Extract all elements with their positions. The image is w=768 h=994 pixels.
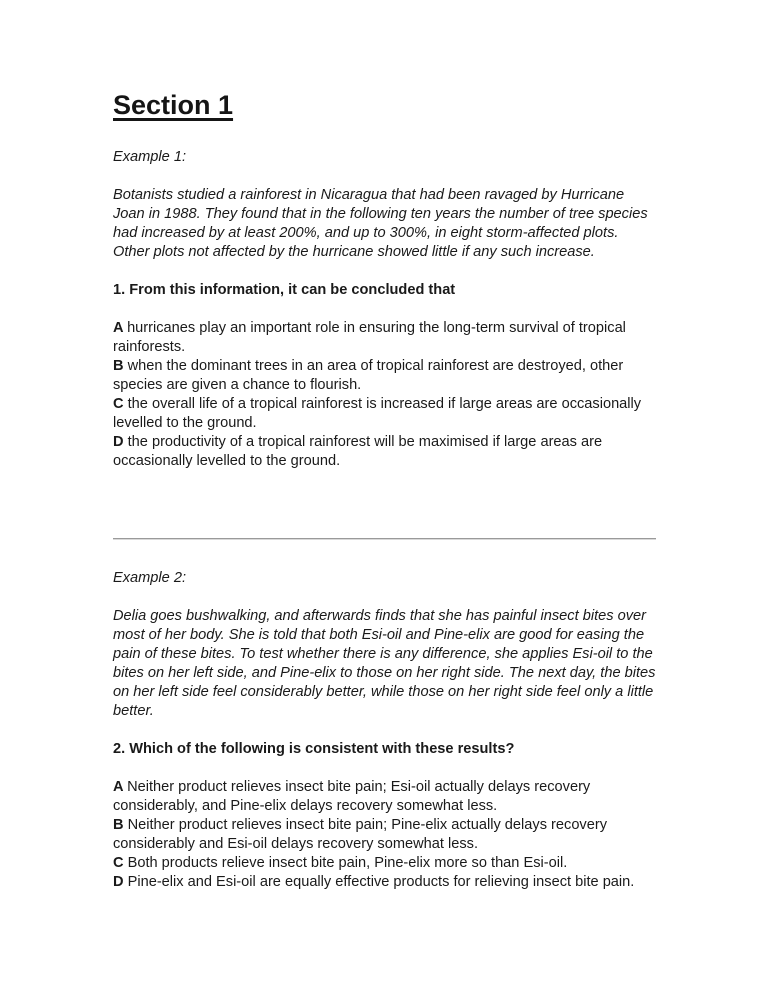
- answer-option-a: [113, 778, 656, 816]
- option-letter: D: [113, 434, 124, 450]
- option-letter: C: [113, 855, 124, 871]
- option-letter: D: [113, 874, 124, 890]
- option-letter: B: [113, 817, 124, 833]
- section-title: Section 1: [113, 90, 234, 120]
- option-text: hurricanes play an important role in ensuring the long-term survival of tropical rainforests.: [113, 320, 626, 355]
- example-passage: Botanists studied a rainforest in Nicaragua that had been ravaged by Hurricane Joan in 1988. They found that in the following ten years the number of tree species had increased by at least 200%, and up to 300%, in eight storm-affected plots. Other plots not affected by the hurricane showed little if any such increase.: [113, 187, 648, 260]
- option-text: Both products relieve insect bite pain, Pine-elix more so than Esi-oil.: [127, 855, 568, 871]
- answer-options: [113, 778, 656, 892]
- question-text: 2. Which of the following is consistent with these results?: [113, 741, 515, 757]
- example-block-2: [113, 569, 656, 892]
- option-text: when the dominant trees in an area of tropical rainforest are destroyed, other species are given a chance to flourish.: [113, 358, 624, 393]
- example-passage: Delia goes bushwalking, and afterwards finds that she has painful insect bites over most of her body. She is told that both Esi-oil and Pine-elix are good for easing the pain of these bites. To test whether there is any difference, she applies Esi-oil to the bites on her left side, and Pine-elix to those on her right side. The next day, the bites on her left side feel considerably better, while those on her right side feel only a little better.: [113, 608, 656, 719]
- question-text: 1. From this information, it can be concluded that: [113, 282, 456, 298]
- answer-options: [113, 319, 656, 471]
- option-text: Pine-elix and Esi-oil are equally effective products for relieving insect bite pain.: [127, 874, 635, 890]
- option-text: the productivity of a tropical rainforest will be maximised if large areas are occasionally levelled to the ground.: [113, 434, 603, 469]
- section-divider: [113, 538, 656, 540]
- answer-option-c: [113, 395, 656, 433]
- answer-option-b: [113, 357, 656, 395]
- answer-option-c: [113, 854, 656, 873]
- option-letter: B: [113, 358, 124, 374]
- answer-option-d: [113, 433, 656, 471]
- answer-option-b: [113, 816, 656, 854]
- answer-option-d: [113, 873, 656, 892]
- option-letter: C: [113, 396, 124, 412]
- option-letter: A: [113, 779, 123, 795]
- option-letter: A: [113, 320, 123, 336]
- example-label: Example 1:: [113, 149, 187, 165]
- option-text: Neither product relieves insect bite pain; Pine-elix actually delays recovery considerably and Esi-oil delays recovery somewhat less.: [113, 817, 608, 852]
- answer-option-a: [113, 319, 656, 357]
- option-text: the overall life of a tropical rainforest is increased if large areas are occasionally levelled to the ground.: [113, 396, 642, 431]
- example-block-1: [113, 148, 656, 471]
- example-label: Example 2:: [113, 570, 187, 586]
- option-text: Neither product relieves insect bite pain; Esi-oil actually delays recovery considerably, and Pine-elix delays recovery somewhat less.: [113, 779, 591, 814]
